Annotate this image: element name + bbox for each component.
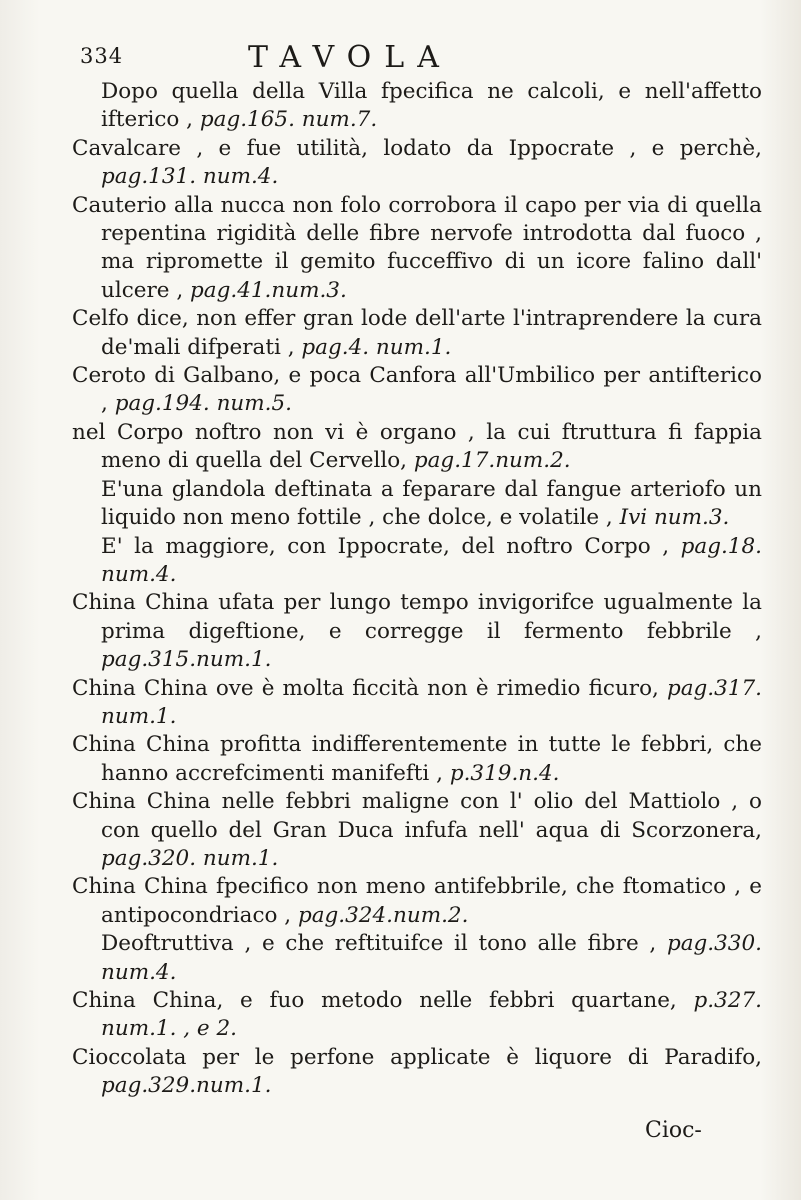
entry-reference: p.327. num.1. , e 2. — [101, 988, 762, 1042]
entry-reference: pag.194. num.5. — [114, 391, 292, 417]
index-entry — [72, 78, 762, 135]
index-entry — [72, 305, 762, 362]
catchword: Cioc- — [645, 1118, 702, 1143]
page-number: 334 — [80, 44, 124, 68]
index-entry — [72, 135, 762, 192]
entry-reference: pag.330. num.4. — [101, 931, 762, 985]
entry-reference: pag.315.num.1. — [101, 647, 272, 673]
index-entry — [72, 788, 762, 873]
entry-reference: pag.41.num.3. — [190, 277, 347, 303]
index-entries — [72, 78, 762, 1101]
entry-text: nel Corpo noftro non vi è organo , la cui ftruttura fi fappia meno di quella del Cervello, — [72, 419, 762, 474]
index-entry — [72, 873, 762, 930]
entry-reference: Ivi num.3. — [619, 505, 730, 531]
entry-reference: pag.18. num.4. — [101, 533, 762, 587]
index-entry — [72, 1044, 762, 1101]
entry-text: E'una glandola deftinata a feparare dal fangue arteriofo un liquido non meno fottile , che dolce, e volatile , — [101, 476, 762, 531]
index-entry — [72, 362, 762, 419]
entry-text: Celfo dice, non effer gran lode dell'arte l'intraprendere la cura de'mali difperati , — [72, 306, 762, 360]
entry-text: China China ufata per lungo tempo invigorifce ugualmente la prima digeftione, e corregge il fermento febbrile , — [72, 590, 762, 644]
index-entry — [72, 589, 762, 674]
entry-text: Cauterio alla nucca non folo corrobora il capo per via di quella repentina rigidità delle fibre nervofe introdotta dal fuoco , ma ripromette il gemito fucceffivo di un icore falino dall' ulcere , — [72, 192, 762, 303]
index-entry — [72, 930, 762, 987]
index-entry — [72, 419, 762, 476]
entry-text: Dopo quella della Villa fpecifica ne calcoli, e nell'affetto ifterico , — [101, 79, 762, 133]
entry-text: Cavalcare , e fue utilità, lodato da Ippocrate , e perchè, — [72, 135, 762, 161]
entry-reference: pag.317. num.1. — [101, 675, 763, 729]
entry-text: China China fpecifico non meno antifebbrile, che ftomatico , e antipocondriaco , — [72, 874, 762, 928]
entry-reference: pag.131. num.4. — [101, 164, 279, 190]
entry-text: China China nelle febbri maligne con l' olio del Mattiolo , o con quello del Gran Duca infufa nell' aqua di Scorzonera, — [72, 789, 762, 843]
entry-reference: pag.165. num.7. — [199, 107, 378, 133]
entry-reference: pag.17.num.2. — [413, 448, 571, 474]
running-title: TAVOLA — [248, 40, 452, 75]
entry-reference: p.319.n.4. — [449, 760, 560, 786]
entry-text: E' la maggiore, con Ippocrate, del noftro Corpo , — [101, 533, 670, 559]
entry-reference: pag.329.num.1. — [101, 1073, 272, 1099]
index-entry — [72, 476, 762, 533]
entry-text: China China, e fuo metodo nelle febbri quartane, — [72, 988, 677, 1013]
entry-text: Ceroto di Galbano, e poca Canfora all'Umbilico per antifterico , — [72, 363, 762, 417]
index-entry — [72, 675, 762, 732]
entry-reference: pag.320. num.1. — [101, 845, 279, 871]
index-entry — [72, 731, 762, 788]
entry-text: China China ove è molta ficcità non è rimedio ficuro, — [72, 675, 659, 701]
index-entry — [72, 192, 762, 306]
entry-text: Deoftruttiva , e che reftituifce il tono alle fibre , — [101, 931, 657, 957]
entry-reference: pag.4. num.1. — [301, 334, 452, 360]
index-entry — [72, 533, 762, 590]
entry-reference: pag.324.num.2. — [297, 902, 469, 928]
entry-text: Cioccolata per le perfone applicate è liquore di Paradifo, — [72, 1044, 762, 1070]
index-entry — [72, 987, 762, 1044]
entry-text: China China profitta indifferentemente in tutte le febbri, che hanno accrefcimenti manifefti , — [72, 732, 762, 786]
